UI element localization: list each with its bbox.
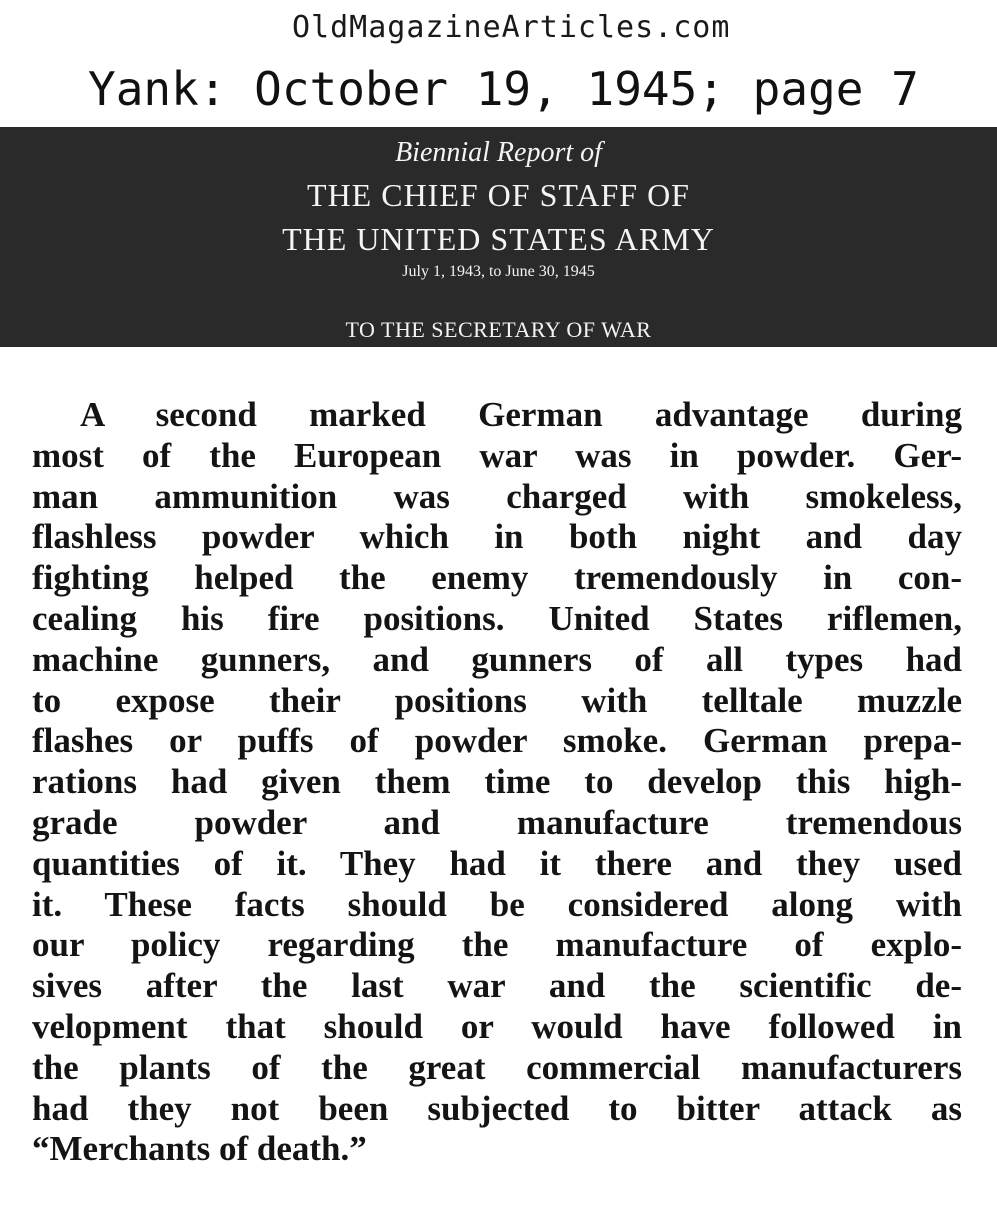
article-line: most of the European war was in powder. Ger- xyxy=(32,435,962,475)
site-name: OldMagazineArticles.com xyxy=(292,10,731,45)
article-line: cealing his fire positions. United States riflemen, xyxy=(32,598,962,638)
article-line: man ammunition was charged with smokeless, xyxy=(32,476,962,516)
article-line: our policy regarding the manufacture of explo- xyxy=(32,925,962,965)
article-line: flashes or puffs of powder smoke. German prepa- xyxy=(32,721,962,761)
banner-recipient: TO THE SECRETARY OF WAR xyxy=(345,317,652,342)
report-banner xyxy=(0,127,997,347)
article-line: to expose their positions with telltale muzzle xyxy=(32,680,962,720)
citation: Yank: October 19, 1945; page 7 xyxy=(88,62,919,116)
article-line: “Merchants of death.” xyxy=(32,1129,367,1169)
article-line: quantities of it. They had it there and they used xyxy=(32,843,962,883)
article-line: flashless powder which in both night and day xyxy=(32,517,962,557)
article-line: A second marked German advantage during xyxy=(80,395,962,434)
article-line: had they not been subjected to bitter attack as xyxy=(32,1088,962,1128)
article-line: velopment that should or would have followed in xyxy=(32,1006,962,1046)
article-line: grade powder and manufacture tremendous xyxy=(32,802,962,842)
article-body xyxy=(32,395,962,1170)
article-line: rations had given them time to develop this high- xyxy=(32,762,962,802)
banner-subtitle: Biennial Report of xyxy=(395,137,602,168)
banner-title-line-1: THE CHIEF OF STAFF OF xyxy=(307,177,690,213)
article-line: machine gunners, and gunners of all types had xyxy=(32,639,962,679)
article-line: fighting helped the enemy tremendously in con- xyxy=(32,558,962,598)
banner-title-line-2: THE UNITED STATES ARMY xyxy=(282,221,715,257)
article-line: the plants of the great commercial manufacturers xyxy=(32,1047,962,1087)
banner-dates: July 1, 1943, to June 30, 1945 xyxy=(402,263,595,280)
article-line: sives after the last war and the scientific de- xyxy=(32,966,962,1006)
article-line: it. These facts should be considered along with xyxy=(32,884,962,924)
